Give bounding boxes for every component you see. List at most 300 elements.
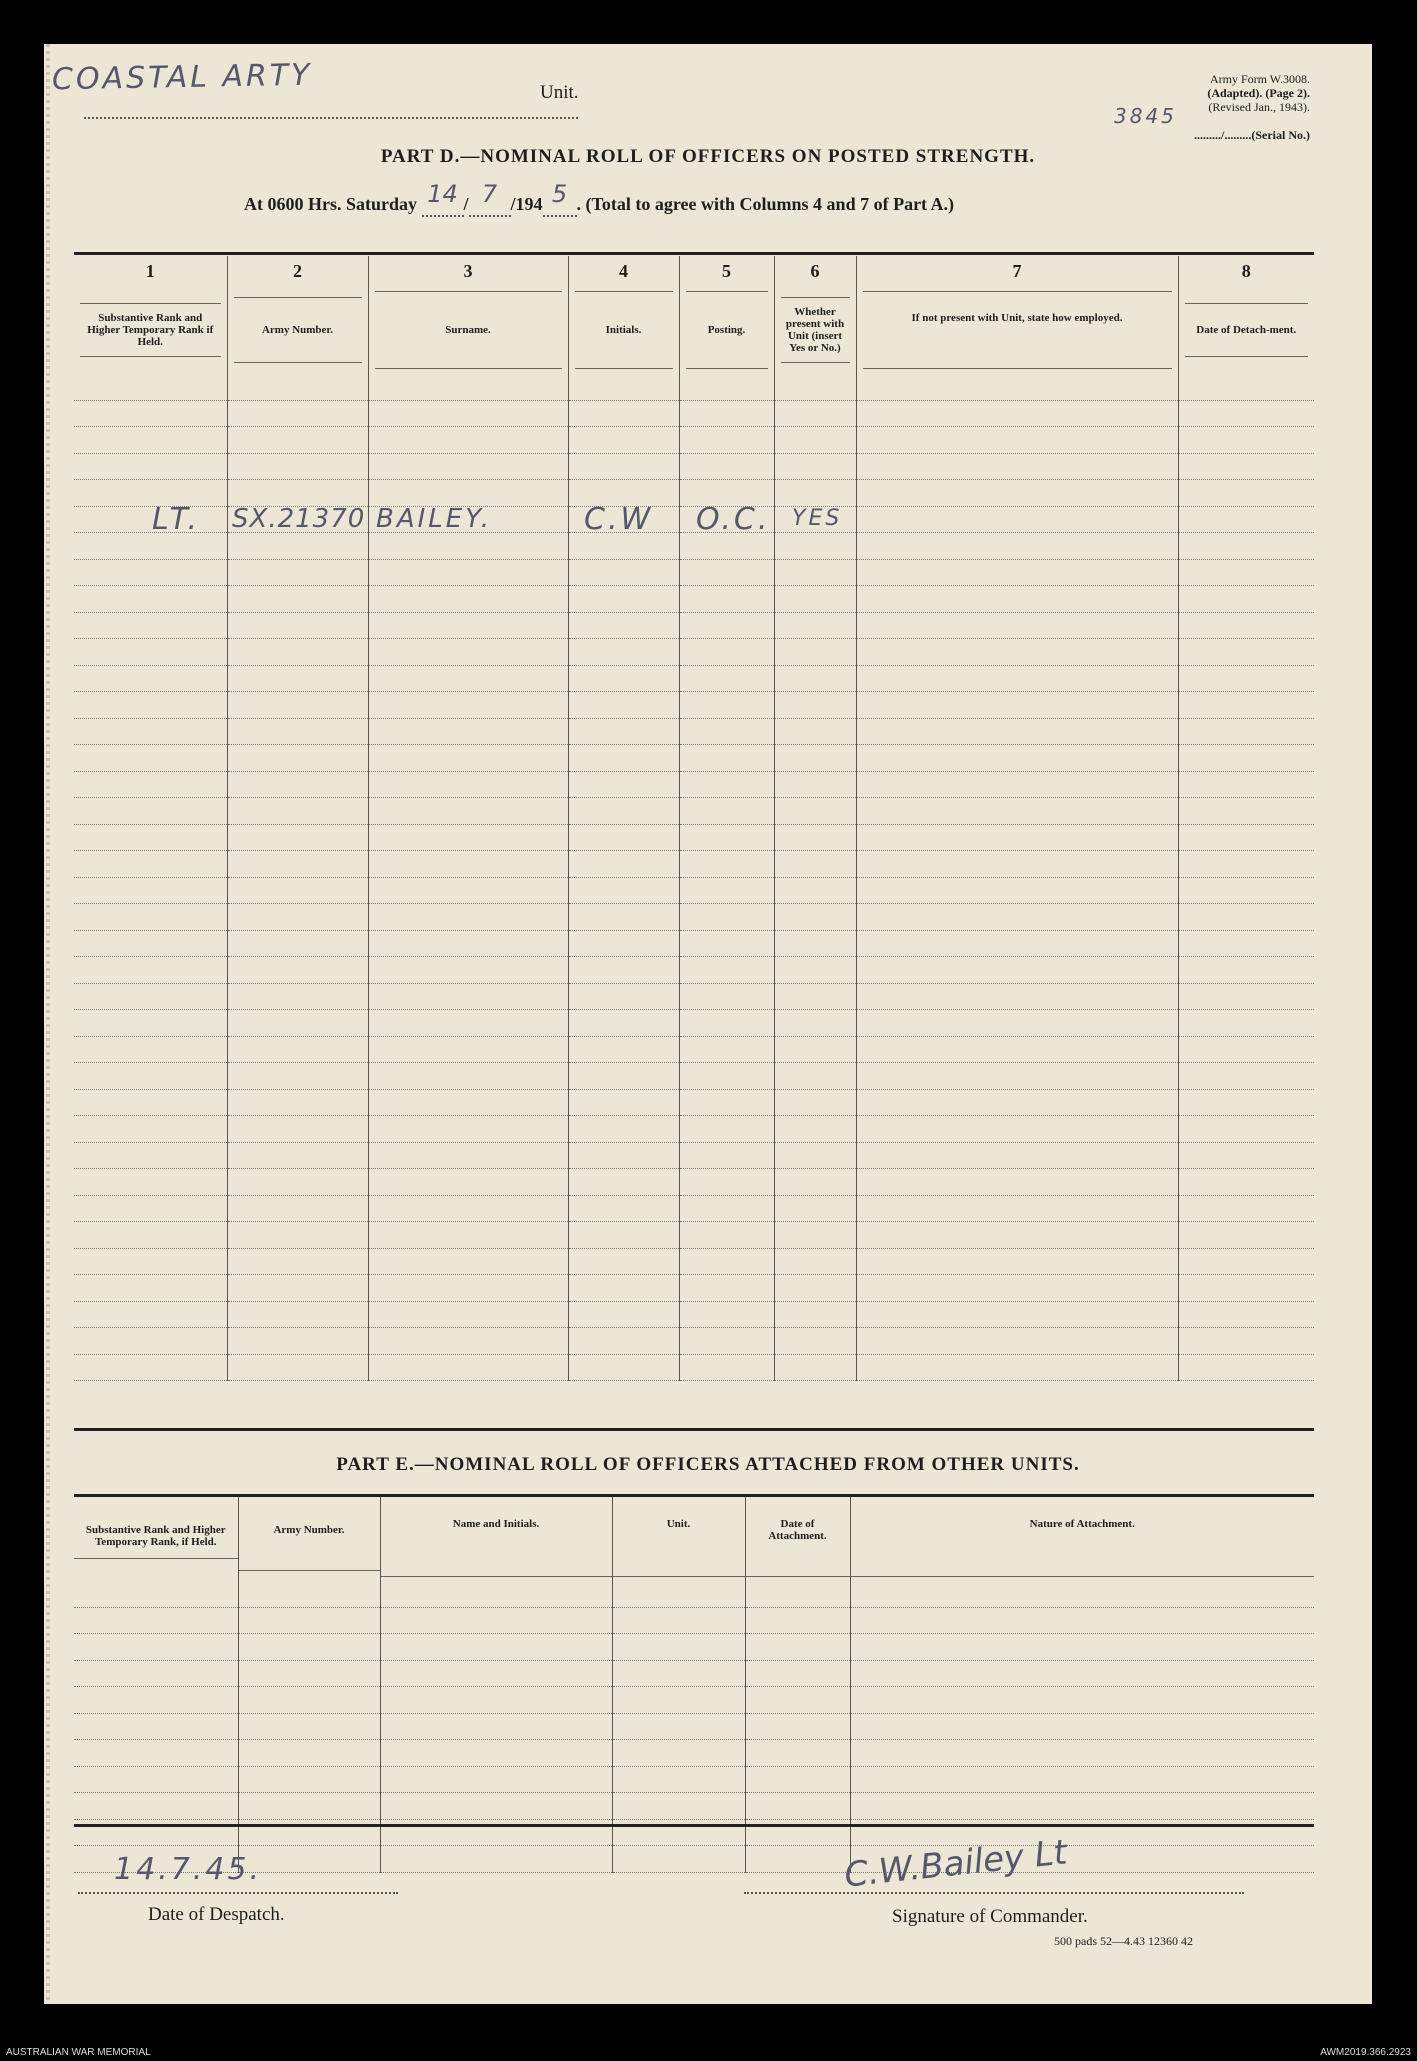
table-cell <box>1178 771 1314 798</box>
table-cell <box>1178 1169 1314 1196</box>
table-cell <box>1178 1354 1314 1381</box>
table-cell <box>74 692 227 719</box>
table-cell <box>850 1713 1314 1740</box>
table-cell <box>227 612 368 639</box>
table-cell <box>774 851 856 878</box>
part-d-table <box>74 256 1314 1381</box>
table-cell <box>74 718 227 745</box>
table-cell <box>74 1142 227 1169</box>
table-cell <box>745 1607 850 1634</box>
table-cell <box>368 983 568 1010</box>
table-cell <box>679 1275 774 1302</box>
table-row <box>74 824 1314 851</box>
table-cell <box>856 427 1178 454</box>
table-cell <box>1178 1116 1314 1143</box>
table-cell <box>74 1275 227 1302</box>
table-cell <box>568 586 679 613</box>
date-month-field <box>469 180 511 217</box>
table-cell <box>856 1063 1178 1090</box>
table-cell <box>368 1089 568 1116</box>
table-cell <box>368 718 568 745</box>
table-cell <box>679 904 774 931</box>
table-cell <box>774 771 856 798</box>
table-cell <box>368 427 568 454</box>
table-cell <box>568 1222 679 1249</box>
table-cell <box>774 930 856 957</box>
table-cell <box>856 771 1178 798</box>
serial-handwritten-value: 3845 <box>1114 104 1177 128</box>
table-cell <box>774 1301 856 1328</box>
table-cell <box>227 1328 368 1355</box>
table-row <box>74 374 1314 400</box>
table-cell <box>856 612 1178 639</box>
table-cell <box>227 1116 368 1143</box>
table-cell <box>368 851 568 878</box>
table-cell <box>679 692 774 719</box>
table-cell <box>774 1248 856 1275</box>
table-row <box>74 1036 1314 1063</box>
table-cell <box>1178 1142 1314 1169</box>
table-cell <box>1178 824 1314 851</box>
table-cell <box>1178 930 1314 957</box>
table-cell <box>1178 1328 1314 1355</box>
table-cell <box>856 824 1178 851</box>
table-cell <box>380 1607 612 1634</box>
part-e-title: PART E.—NOMINAL ROLL OF OFFICERS ATTACHED FROM OTHER UNITS. <box>336 1454 1080 1475</box>
table-cell <box>74 1195 227 1222</box>
table-cell <box>679 453 774 480</box>
table-cell <box>774 1275 856 1302</box>
table-cell <box>227 400 368 427</box>
roll-entry <box>44 502 944 542</box>
table-cell <box>368 1328 568 1355</box>
table-row <box>74 1116 1314 1143</box>
table-cell <box>568 1195 679 1222</box>
table-cell <box>568 930 679 957</box>
table-cell <box>380 1766 612 1793</box>
table-cell <box>1178 639 1314 666</box>
table-cell <box>227 930 368 957</box>
table-row <box>74 612 1314 639</box>
table-cell <box>612 1607 745 1634</box>
table-cell <box>74 453 227 480</box>
table-cell <box>368 692 568 719</box>
table-cell <box>745 1740 850 1767</box>
table-cell <box>774 718 856 745</box>
table-cell <box>856 798 1178 825</box>
table-row <box>74 1195 1314 1222</box>
column-number: 5 <box>679 256 774 286</box>
table-cell <box>227 1354 368 1381</box>
table-cell <box>74 1063 227 1090</box>
table-cell <box>568 559 679 586</box>
column-number: 4 <box>568 256 679 286</box>
table-cell <box>856 904 1178 931</box>
table-cell <box>568 851 679 878</box>
table-cell <box>368 930 568 957</box>
table-cell <box>368 612 568 639</box>
column-header: If not present with Unit, state how employed. <box>856 286 1178 374</box>
table-cell <box>1178 798 1314 825</box>
table-cell <box>774 824 856 851</box>
column-header: Date of Detach-ment. <box>1178 286 1314 374</box>
table-cell <box>679 1116 774 1143</box>
date-day-field <box>422 180 464 217</box>
table-row <box>74 1687 1314 1714</box>
table-cell <box>856 692 1178 719</box>
table-cell <box>74 1248 227 1275</box>
form-ref-line: Army Form W.3008. <box>1209 72 1310 86</box>
table-row <box>74 1275 1314 1302</box>
table-cell <box>227 559 368 586</box>
table-row <box>74 1301 1314 1328</box>
table-row <box>74 1819 1314 1846</box>
table-cell <box>850 1634 1314 1661</box>
table-cell <box>1178 506 1314 533</box>
table-cell <box>856 1089 1178 1116</box>
table-cell <box>368 400 568 427</box>
table-cell <box>1178 1301 1314 1328</box>
table-cell <box>568 745 679 772</box>
table-cell <box>74 1740 238 1767</box>
table-cell <box>612 1766 745 1793</box>
table-cell <box>850 1819 1314 1846</box>
table-cell <box>227 453 368 480</box>
table-cell <box>850 1766 1314 1793</box>
table-cell <box>679 983 774 1010</box>
table-cell <box>74 1354 227 1381</box>
table-cell <box>568 400 679 427</box>
column-header: Unit. <box>612 1497 745 1581</box>
table-cell <box>856 1116 1178 1143</box>
table-cell <box>745 1793 850 1820</box>
table-cell <box>74 586 227 613</box>
table-cell <box>856 957 1178 984</box>
table-cell <box>679 374 774 400</box>
table-cell <box>1178 427 1314 454</box>
table-cell <box>679 1222 774 1249</box>
part-e-rows <box>74 1581 1314 1872</box>
table-row <box>74 1328 1314 1355</box>
table-cell <box>745 1634 850 1661</box>
table-cell <box>74 1766 238 1793</box>
table-cell <box>238 1660 380 1687</box>
table-row <box>74 400 1314 427</box>
table-cell <box>1178 957 1314 984</box>
table-cell <box>368 824 568 851</box>
table-cell <box>1178 1010 1314 1037</box>
table-row <box>74 1142 1314 1169</box>
table-cell <box>74 904 227 931</box>
table-cell <box>856 1010 1178 1037</box>
table-cell <box>568 904 679 931</box>
table-cell <box>568 612 679 639</box>
table-cell <box>745 1660 850 1687</box>
table-cell <box>368 1301 568 1328</box>
table-cell <box>227 1248 368 1275</box>
table-row <box>74 586 1314 613</box>
table-cell <box>74 1169 227 1196</box>
column-number: 7 <box>856 256 1178 286</box>
table-cell <box>368 1142 568 1169</box>
table-cell <box>679 851 774 878</box>
table-cell <box>227 639 368 666</box>
table-cell <box>380 1581 612 1607</box>
table-cell <box>856 851 1178 878</box>
table-cell <box>74 877 227 904</box>
table-cell <box>238 1581 380 1607</box>
table-cell <box>612 1713 745 1740</box>
table-cell <box>774 612 856 639</box>
signature-field <box>744 1892 1244 1894</box>
table-cell <box>227 1089 368 1116</box>
table-cell <box>679 771 774 798</box>
table-row <box>74 1222 1314 1249</box>
table-cell <box>774 798 856 825</box>
table-cell <box>679 612 774 639</box>
table-cell <box>856 453 1178 480</box>
table-cell <box>74 400 227 427</box>
table-cell <box>745 1581 850 1607</box>
table-cell <box>568 1116 679 1143</box>
table-cell <box>74 1089 227 1116</box>
table-cell <box>850 1607 1314 1634</box>
table-cell <box>227 665 368 692</box>
column-header: Army Number. <box>238 1497 380 1581</box>
table-row <box>74 930 1314 957</box>
table-row <box>74 745 1314 772</box>
table-cell <box>74 983 227 1010</box>
table-cell <box>227 983 368 1010</box>
table-cell <box>74 639 227 666</box>
table-row <box>74 1793 1314 1820</box>
table-cell <box>74 745 227 772</box>
table-cell <box>679 877 774 904</box>
table-cell <box>238 1819 380 1846</box>
table-cell <box>74 1222 227 1249</box>
table-cell <box>568 1089 679 1116</box>
table-cell <box>679 1195 774 1222</box>
table-row <box>74 1089 1314 1116</box>
table-cell <box>679 1301 774 1328</box>
date-month-value: 7 <box>481 180 498 208</box>
table-cell <box>745 1713 850 1740</box>
table-cell <box>568 1328 679 1355</box>
table-cell <box>856 586 1178 613</box>
entry-initials: C.W <box>584 502 654 537</box>
column-number: 8 <box>1178 256 1314 286</box>
table-cell <box>1178 904 1314 931</box>
archive-reference: AWM2019.366.2923 <box>1320 2047 1411 2058</box>
table-cell <box>745 1766 850 1793</box>
table-cell <box>1178 851 1314 878</box>
table-row <box>74 851 1314 878</box>
table-cell <box>774 1354 856 1381</box>
table-cell <box>612 1634 745 1661</box>
column-header: Name and Initials. <box>380 1497 612 1581</box>
table-cell <box>227 877 368 904</box>
table-cell <box>679 559 774 586</box>
part-e-bottom-rule <box>74 1824 1314 1827</box>
column-header: Nature of Attachment. <box>850 1497 1314 1581</box>
despatch-label: Date of Despatch. <box>148 1904 285 1925</box>
table-cell <box>774 559 856 586</box>
date-suffix: . (Total to agree with Columns 4 and 7 of Part A.) <box>576 194 955 214</box>
table-cell <box>568 1169 679 1196</box>
table-cell <box>774 1169 856 1196</box>
table-cell <box>227 692 368 719</box>
part-d-title: PART D.—NOMINAL ROLL OF OFFICERS ON POSTED STRENGTH. <box>380 146 1036 167</box>
table-cell <box>856 1222 1178 1249</box>
table-cell <box>368 1010 568 1037</box>
table-cell <box>368 1063 568 1090</box>
table-cell <box>856 400 1178 427</box>
table-cell <box>568 824 679 851</box>
table-cell <box>227 1301 368 1328</box>
commander-signature: C.W.Bailey Lt <box>842 1832 1069 1896</box>
table-cell <box>774 1195 856 1222</box>
table-cell <box>380 1687 612 1714</box>
table-cell <box>1178 983 1314 1010</box>
table-cell <box>1178 1195 1314 1222</box>
form-ref-line: (Revised Jan., 1943). <box>1208 100 1310 114</box>
table-cell <box>1178 745 1314 772</box>
column-header: Date of Attachment. <box>745 1497 850 1581</box>
table-cell <box>227 957 368 984</box>
table-cell <box>227 824 368 851</box>
table-cell <box>679 1354 774 1381</box>
table-cell <box>856 930 1178 957</box>
table-cell <box>679 400 774 427</box>
table-cell <box>679 665 774 692</box>
table-row <box>74 1063 1314 1090</box>
table-row <box>74 798 1314 825</box>
table-cell <box>612 1581 745 1607</box>
date-day-value: 14 <box>427 180 458 208</box>
archive-credit: AUSTRALIAN WAR MEMORIAL <box>6 2047 151 2058</box>
table-cell <box>568 957 679 984</box>
table-row <box>74 665 1314 692</box>
table-cell <box>856 665 1178 692</box>
table-cell <box>380 1846 612 1873</box>
table-cell <box>74 851 227 878</box>
table-cell <box>227 798 368 825</box>
table-cell <box>368 745 568 772</box>
column-number-row <box>74 256 1314 286</box>
table-cell <box>745 1819 850 1846</box>
date-year-prefix: 194 <box>515 194 543 214</box>
table-cell <box>1178 1063 1314 1090</box>
unit-handwritten-value: COASTAL ARTY <box>51 57 313 98</box>
table-cell <box>774 904 856 931</box>
part-d-bottom-rule <box>74 1428 1314 1431</box>
table-cell <box>679 1010 774 1037</box>
table-cell <box>1178 559 1314 586</box>
table-cell <box>380 1819 612 1846</box>
form-ref-line: (Adapted). (Page 2). <box>1207 86 1310 100</box>
date-line: At 0600 Hrs. Saturday 14 / 7 /194 5 . (Total to agree with Columns 4 and 7 of Part A.) <box>244 194 954 217</box>
table-cell <box>856 374 1178 400</box>
table-cell <box>1178 718 1314 745</box>
column-header: Whether present with Unit (insert Yes or No.) <box>774 286 856 374</box>
table-cell <box>74 612 227 639</box>
table-cell <box>856 559 1178 586</box>
table-cell <box>1178 1275 1314 1302</box>
table-cell <box>368 1248 568 1275</box>
table-cell <box>774 957 856 984</box>
table-cell <box>568 983 679 1010</box>
table-cell <box>74 374 227 400</box>
serial-label: ........./.........(Serial No.) <box>1194 128 1310 142</box>
table-cell <box>568 718 679 745</box>
table-cell <box>380 1634 612 1661</box>
table-cell <box>74 930 227 957</box>
table-cell <box>774 692 856 719</box>
table-cell <box>856 1248 1178 1275</box>
table-cell <box>238 1740 380 1767</box>
table-row <box>74 639 1314 666</box>
table-cell <box>774 1010 856 1037</box>
table-cell <box>568 453 679 480</box>
date-year-field <box>543 180 577 217</box>
table-cell <box>612 1846 745 1873</box>
part-e-table <box>74 1497 1314 1873</box>
table-row <box>74 1607 1314 1634</box>
column-header-row <box>74 286 1314 374</box>
table-cell <box>227 586 368 613</box>
table-row <box>74 1169 1314 1196</box>
table-cell <box>74 1581 238 1607</box>
entry-present: YES <box>792 506 843 531</box>
table-cell <box>227 1063 368 1090</box>
table-cell <box>679 1328 774 1355</box>
table-cell <box>238 1713 380 1740</box>
table-cell <box>774 983 856 1010</box>
table-cell <box>368 798 568 825</box>
table-cell <box>774 877 856 904</box>
table-cell <box>1178 480 1314 507</box>
table-cell <box>679 1169 774 1196</box>
table-row <box>74 427 1314 454</box>
column-header: Substantive Rank and Higher Temporary Rank, if Held. <box>74 1497 238 1581</box>
table-cell <box>368 559 568 586</box>
table-cell <box>850 1793 1314 1820</box>
table-row <box>74 1581 1314 1607</box>
table-cell <box>850 1740 1314 1767</box>
table-row <box>74 983 1314 1010</box>
table-row <box>74 718 1314 745</box>
table-cell <box>368 1354 568 1381</box>
table-cell <box>856 983 1178 1010</box>
table-cell <box>612 1740 745 1767</box>
table-cell <box>368 665 568 692</box>
table-cell <box>74 1793 238 1820</box>
column-header: Initials. <box>568 286 679 374</box>
table-cell <box>380 1793 612 1820</box>
table-row <box>74 1010 1314 1037</box>
table-cell <box>1178 1248 1314 1275</box>
table-row <box>74 904 1314 931</box>
table-cell <box>679 718 774 745</box>
table-cell <box>568 1248 679 1275</box>
table-cell <box>74 1687 238 1714</box>
table-cell <box>856 1169 1178 1196</box>
table-cell <box>227 771 368 798</box>
table-cell <box>74 1010 227 1037</box>
table-cell <box>774 1063 856 1090</box>
table-cell <box>679 427 774 454</box>
table-cell <box>679 930 774 957</box>
